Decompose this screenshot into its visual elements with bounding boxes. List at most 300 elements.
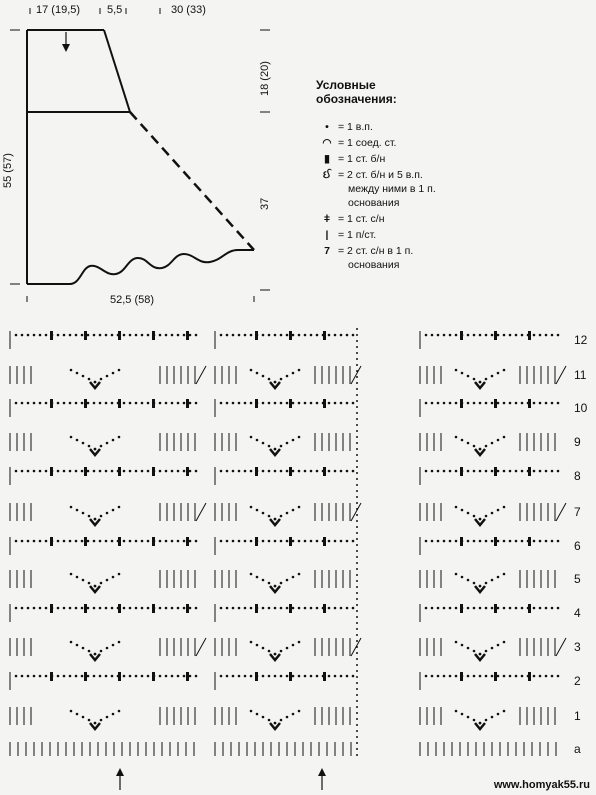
chain-dot xyxy=(455,470,458,473)
chain-dot xyxy=(129,402,132,405)
chain-dot xyxy=(147,334,150,337)
chain-dot xyxy=(473,582,476,585)
single-crochet-mark xyxy=(50,672,53,681)
chain-dot xyxy=(129,470,132,473)
legend-text: = 1 в.п. xyxy=(338,121,373,133)
chain-dot xyxy=(431,540,434,543)
chain-dot xyxy=(491,579,494,582)
single-crochet-mark xyxy=(255,672,258,681)
chain-dot xyxy=(340,675,343,678)
chain-dot xyxy=(310,334,313,337)
chain-dot xyxy=(334,334,337,337)
chain-dot xyxy=(280,334,283,337)
single-crochet-mark xyxy=(152,399,155,408)
legend-symbol-icon: • xyxy=(325,121,329,133)
chain-dot xyxy=(111,675,114,678)
chain-dot xyxy=(81,540,84,543)
two-dc-together xyxy=(351,638,361,656)
chain-dot xyxy=(57,402,60,405)
chain-dot xyxy=(491,647,494,650)
chain-dot xyxy=(425,334,428,337)
chain-dot xyxy=(557,607,560,610)
chain-dot xyxy=(280,582,283,585)
chain-dot xyxy=(250,436,253,439)
chain-dot xyxy=(183,402,186,405)
chain-dot xyxy=(244,470,247,473)
chain-dot xyxy=(262,647,265,650)
single-crochet-mark xyxy=(528,672,531,681)
chain-dot xyxy=(280,515,283,518)
chain-dot xyxy=(118,641,121,644)
chain-dot xyxy=(455,402,458,405)
single-crochet-mark xyxy=(528,537,531,546)
single-crochet-mark xyxy=(152,331,155,340)
chain-dot xyxy=(292,540,295,543)
chain-dot xyxy=(99,334,102,337)
chain-dot xyxy=(292,644,295,647)
chain-dot xyxy=(503,607,506,610)
chain-dot xyxy=(503,470,506,473)
two-dc-together xyxy=(556,638,566,656)
single-crochet-mark xyxy=(152,467,155,476)
chain-dot xyxy=(467,512,470,515)
chain-dot xyxy=(69,675,72,678)
chain-dot xyxy=(87,607,90,610)
chain-dot xyxy=(491,442,494,445)
chain-dot xyxy=(352,402,355,405)
chain-dot xyxy=(147,675,150,678)
chain-dot xyxy=(105,607,108,610)
chain-dot xyxy=(509,470,512,473)
dim-left: 55 (57) xyxy=(2,153,14,188)
chain-dot xyxy=(443,402,446,405)
chain-dot xyxy=(274,381,277,384)
chain-dot xyxy=(503,402,506,405)
chain-dot xyxy=(334,607,337,610)
chain-dot xyxy=(425,675,428,678)
chain-dot xyxy=(177,607,180,610)
chain-dot xyxy=(250,710,253,713)
dim-top-mid: 5,5 xyxy=(107,4,123,16)
chain-dot xyxy=(521,675,524,678)
chain-dot xyxy=(292,607,295,610)
single-crochet-mark xyxy=(460,537,463,546)
single-crochet-mark xyxy=(186,672,189,681)
chain-dot xyxy=(346,402,349,405)
chain-dot xyxy=(352,334,355,337)
chain-dot xyxy=(461,372,464,375)
single-crochet-mark xyxy=(323,537,326,546)
chain-dot xyxy=(159,470,162,473)
chain-dot xyxy=(503,675,506,678)
single-crochet-mark xyxy=(186,537,189,546)
chain-dot xyxy=(545,402,548,405)
legend-text: = 2 ст. б/н и 5 в.п. между ними в 1 п. основания xyxy=(338,169,436,209)
chain-dot xyxy=(539,402,542,405)
legend-text: = 1 п/ст. xyxy=(338,229,377,241)
legend-item xyxy=(316,136,586,150)
chain-dot xyxy=(268,675,271,678)
chain-dot xyxy=(70,641,73,644)
single-crochet-mark xyxy=(460,604,463,613)
chain-dot xyxy=(521,470,524,473)
two-dc-together xyxy=(351,366,361,384)
chain-dot xyxy=(491,675,494,678)
chain-dot xyxy=(70,369,73,372)
chain-dot xyxy=(280,378,283,381)
chain-dot xyxy=(292,675,295,678)
chain-dot xyxy=(171,540,174,543)
chain-dot xyxy=(82,716,85,719)
chain-dot xyxy=(94,585,97,588)
chain-dot xyxy=(467,716,470,719)
chain-dot xyxy=(292,372,295,375)
chain-dot xyxy=(63,607,66,610)
chain-dot xyxy=(171,402,174,405)
single-crochet-mark xyxy=(84,399,87,408)
chain-dot xyxy=(479,540,482,543)
chain-dot xyxy=(183,607,186,610)
chain-dot xyxy=(557,334,560,337)
legend-title: Условные обозначения: xyxy=(316,78,397,106)
single-crochet-mark xyxy=(528,331,531,340)
single-crochet-mark xyxy=(118,604,121,613)
chain-dot xyxy=(171,470,174,473)
chain-dot xyxy=(106,442,109,445)
chain-dot xyxy=(250,470,253,473)
chain-dot xyxy=(310,470,313,473)
chain-dot xyxy=(539,675,542,678)
chain-dot xyxy=(195,470,198,473)
chain-dot xyxy=(437,334,440,337)
chain-dot xyxy=(76,439,79,442)
chain-dot xyxy=(33,607,36,610)
chain-dot xyxy=(479,448,482,451)
chain-dot xyxy=(298,607,301,610)
dim-bottom: 52,5 (58) xyxy=(110,294,155,306)
single-crochet-mark xyxy=(84,331,87,340)
chain-dot xyxy=(33,402,36,405)
chain-dot xyxy=(256,509,259,512)
chain-dot xyxy=(250,573,253,576)
chain-dot xyxy=(99,540,102,543)
chain-dot xyxy=(503,641,506,644)
chain-dot xyxy=(346,540,349,543)
chain-dot xyxy=(310,402,313,405)
chain-dot xyxy=(105,402,108,405)
chain-dot xyxy=(292,576,295,579)
chain-dot xyxy=(328,675,331,678)
chain-dot xyxy=(515,402,518,405)
chain-dot xyxy=(274,675,277,678)
chain-dot xyxy=(310,540,313,543)
chain-dot xyxy=(165,675,168,678)
chain-dot xyxy=(94,518,97,521)
single-crochet-mark xyxy=(50,399,53,408)
chain-dot xyxy=(268,719,271,722)
chain-dot xyxy=(497,470,500,473)
chain-dot xyxy=(449,470,452,473)
chain-dot xyxy=(545,540,548,543)
chain-dot xyxy=(455,675,458,678)
chain-dot xyxy=(159,607,162,610)
chain-dot xyxy=(106,579,109,582)
chain-dot xyxy=(244,402,247,405)
row-label: 1 xyxy=(574,709,581,723)
chain-dot xyxy=(455,436,458,439)
chain-dot xyxy=(232,675,235,678)
chain-dot xyxy=(135,402,138,405)
chain-dot xyxy=(147,607,150,610)
chain-dot xyxy=(467,470,470,473)
chain-dot xyxy=(455,641,458,644)
chain-dot xyxy=(76,644,79,647)
chain-dot xyxy=(82,512,85,515)
chain-dot xyxy=(87,334,90,337)
chain-dot xyxy=(497,713,500,716)
legend xyxy=(316,78,586,274)
single-crochet-mark xyxy=(323,467,326,476)
single-crochet-mark xyxy=(118,399,121,408)
chain-dot xyxy=(455,607,458,610)
chain-dot xyxy=(238,540,241,543)
chain-dot xyxy=(551,334,554,337)
chain-dot xyxy=(268,540,271,543)
chain-dot xyxy=(189,334,192,337)
chain-dot xyxy=(262,402,265,405)
single-crochet-mark xyxy=(152,537,155,546)
chain-dot xyxy=(63,540,66,543)
chain-dot xyxy=(274,540,277,543)
chain-dot xyxy=(292,402,295,405)
single-crochet-mark xyxy=(255,399,258,408)
chain-dot xyxy=(256,644,259,647)
chain-dot xyxy=(118,573,121,576)
chain-dot xyxy=(304,334,307,337)
chain-dot xyxy=(129,607,132,610)
chain-dot xyxy=(304,470,307,473)
chain-dot xyxy=(250,607,253,610)
chain-dot xyxy=(232,607,235,610)
chain-dot xyxy=(461,644,464,647)
chain-dot xyxy=(539,607,542,610)
chain-dot xyxy=(292,334,295,337)
chain-dot xyxy=(316,675,319,678)
chain-dot xyxy=(316,470,319,473)
chain-dot xyxy=(238,334,241,337)
chain-dot xyxy=(545,607,548,610)
chain-dot xyxy=(99,402,102,405)
chain-dot xyxy=(69,334,72,337)
chain-dot xyxy=(171,607,174,610)
chain-dot xyxy=(135,540,138,543)
single-crochet-mark xyxy=(152,672,155,681)
chain-dot xyxy=(491,334,494,337)
chain-dot xyxy=(262,375,265,378)
chain-dot xyxy=(99,675,102,678)
chain-dot xyxy=(346,607,349,610)
chain-dot xyxy=(39,334,42,337)
single-crochet-mark xyxy=(460,331,463,340)
chain-dot xyxy=(75,540,78,543)
single-crochet-mark xyxy=(50,604,53,613)
schematic-wavy-bottom xyxy=(27,250,254,284)
chain-dot xyxy=(250,402,253,405)
row-label: 9 xyxy=(574,435,581,449)
single-crochet-mark xyxy=(255,467,258,476)
row-label: а xyxy=(574,742,581,756)
dim-right-upper: 18 (20) xyxy=(259,61,271,96)
chain-dot xyxy=(220,540,223,543)
chain-dot xyxy=(88,515,91,518)
chain-dot xyxy=(425,470,428,473)
chain-dot xyxy=(123,402,126,405)
chain-dot xyxy=(286,540,289,543)
legend-text: = 1 ст. б/н xyxy=(338,153,386,165)
chain-dot xyxy=(141,334,144,337)
chain-dot xyxy=(262,470,265,473)
chain-dot xyxy=(545,334,548,337)
single-crochet-mark xyxy=(50,537,53,546)
single-crochet-mark xyxy=(289,672,292,681)
chain-dot xyxy=(45,334,48,337)
chain-dot xyxy=(467,402,470,405)
chain-dot xyxy=(316,607,319,610)
chain-dot xyxy=(503,436,506,439)
chain-dot xyxy=(99,607,102,610)
chain-dot xyxy=(94,722,97,725)
two-dc-together xyxy=(196,366,206,384)
chain-dot xyxy=(226,470,229,473)
chain-dot xyxy=(274,470,277,473)
chain-dot xyxy=(129,675,132,678)
chain-dot xyxy=(159,334,162,337)
chain-dot xyxy=(443,334,446,337)
chain-dot xyxy=(274,722,277,725)
chain-dot xyxy=(521,334,524,337)
chain-dot xyxy=(15,540,18,543)
chain-dot xyxy=(165,540,168,543)
chain-dot xyxy=(250,334,253,337)
chain-dot xyxy=(473,515,476,518)
row-label: 8 xyxy=(574,469,581,483)
chain-dot xyxy=(280,402,283,405)
chain-dot xyxy=(334,402,337,405)
chain-dot xyxy=(141,402,144,405)
chain-dot xyxy=(100,515,103,518)
chain-dot xyxy=(449,607,452,610)
chain-dot xyxy=(256,439,259,442)
chain-dot xyxy=(99,470,102,473)
single-crochet-mark xyxy=(84,537,87,546)
chain-dot xyxy=(159,540,162,543)
chain-dot xyxy=(82,647,85,650)
chain-dot xyxy=(340,334,343,337)
chain-dot xyxy=(449,675,452,678)
row-label: 7 xyxy=(574,505,581,519)
chain-dot xyxy=(220,402,223,405)
chain-dot xyxy=(21,402,24,405)
chain-dot xyxy=(286,647,289,650)
chain-dot xyxy=(100,719,103,722)
chain-dot xyxy=(328,402,331,405)
chain-dot xyxy=(334,470,337,473)
chain-dot xyxy=(425,607,428,610)
single-crochet-mark xyxy=(289,399,292,408)
chain-dot xyxy=(165,402,168,405)
chain-dot xyxy=(177,540,180,543)
chain-dot xyxy=(455,710,458,713)
chain-dot xyxy=(105,675,108,678)
chain-dot xyxy=(189,607,192,610)
chain-dot xyxy=(183,675,186,678)
arrow-up-icon xyxy=(318,768,326,776)
chain-dot xyxy=(262,540,265,543)
chain-dot xyxy=(521,402,524,405)
chain-dot xyxy=(485,650,488,653)
chain-dot xyxy=(346,334,349,337)
chain-dot xyxy=(485,334,488,337)
chain-dot xyxy=(69,607,72,610)
chain-dot xyxy=(485,607,488,610)
chain-dot xyxy=(539,470,542,473)
chain-dot xyxy=(497,607,500,610)
chain-dot xyxy=(431,607,434,610)
single-crochet-mark xyxy=(118,467,121,476)
chain-dot xyxy=(57,334,60,337)
chain-dot xyxy=(443,607,446,610)
chain-dot xyxy=(87,470,90,473)
chain-dot xyxy=(497,509,500,512)
chain-dot xyxy=(533,540,536,543)
chain-dot xyxy=(437,607,440,610)
chain-dot xyxy=(15,607,18,610)
single-crochet-mark xyxy=(494,467,497,476)
chain-dot xyxy=(100,445,103,448)
chain-dot xyxy=(93,540,96,543)
chain-dot xyxy=(274,402,277,405)
chain-dot xyxy=(45,607,48,610)
chain-dot xyxy=(557,675,560,678)
chain-dot xyxy=(232,402,235,405)
single-crochet-mark xyxy=(289,604,292,613)
chain-dot xyxy=(503,710,506,713)
chain-dot xyxy=(503,573,506,576)
chain-dot xyxy=(473,540,476,543)
chain-dot xyxy=(262,579,265,582)
chain-dot xyxy=(455,369,458,372)
chain-dot xyxy=(545,470,548,473)
single-crochet-mark xyxy=(186,399,189,408)
chain-dot xyxy=(63,470,66,473)
chain-dot xyxy=(105,334,108,337)
chain-dot xyxy=(467,375,470,378)
chain-dot xyxy=(250,675,253,678)
chain-dot xyxy=(274,448,277,451)
chain-dot xyxy=(45,470,48,473)
chain-dot xyxy=(298,710,301,713)
chain-dot xyxy=(491,512,494,515)
chain-dot xyxy=(334,675,337,678)
chain-dot xyxy=(177,334,180,337)
row-label: 10 xyxy=(574,401,588,415)
chain-dot xyxy=(27,334,30,337)
chain-dot xyxy=(298,675,301,678)
chain-dot xyxy=(467,334,470,337)
chain-dot xyxy=(27,540,30,543)
legend-item xyxy=(316,212,586,226)
legend-symbol-icon: ▮ xyxy=(324,153,330,165)
